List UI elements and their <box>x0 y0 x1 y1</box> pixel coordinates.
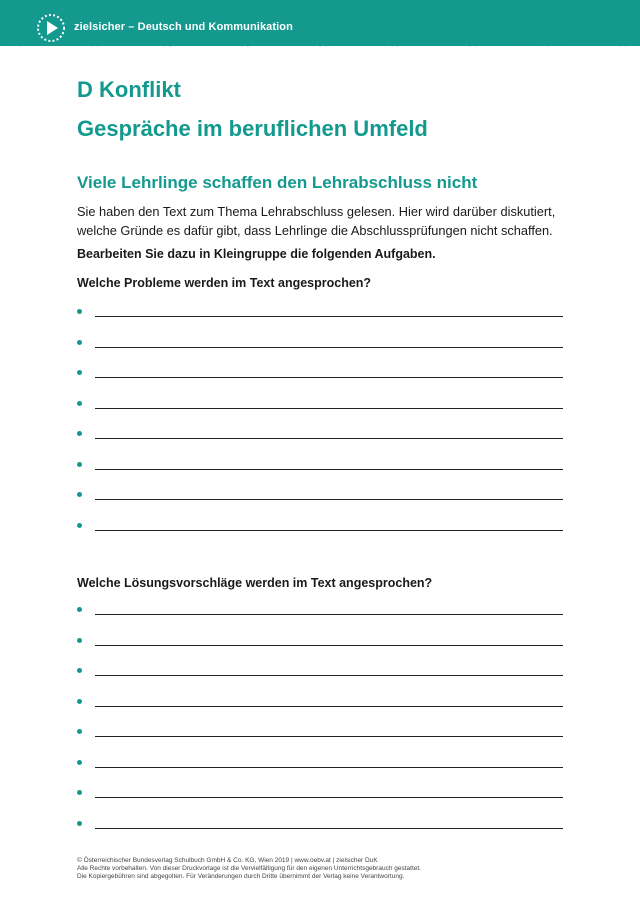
writing-line <box>95 706 563 707</box>
answer-line-solutions-3[interactable] <box>77 668 563 680</box>
answer-line-solutions-2[interactable] <box>77 638 563 650</box>
writing-line <box>95 797 563 798</box>
bullet-icon <box>77 638 82 643</box>
writing-line <box>95 675 563 676</box>
bullet-icon <box>77 668 82 673</box>
article-subheading: Viele Lehrlinge schaffen den Lehrabschluss nicht <box>77 173 478 192</box>
answer-line-solutions-7[interactable] <box>77 790 563 802</box>
bullet-icon <box>77 492 82 497</box>
answer-line-problems-6[interactable] <box>77 462 563 474</box>
bullet-icon <box>77 370 82 375</box>
answer-line-solutions-8[interactable] <box>77 821 563 833</box>
writing-line <box>95 377 563 378</box>
answer-line-problems-2[interactable] <box>77 340 563 352</box>
answer-line-problems-3[interactable] <box>77 370 563 382</box>
bullet-icon <box>77 462 82 467</box>
bullet-icon <box>77 790 82 795</box>
question-solutions: Welche Lösungsvorschläge werden im Text angesprochen? <box>77 576 433 590</box>
answer-line-solutions-5[interactable] <box>77 729 563 741</box>
footer-line: © Österreichischer Bundesverlag Schulbuch GmbH & Co. KG, Wien 2019 | www.oebv.at | zielsicher DuK <box>77 857 378 864</box>
header-dotted-edge <box>0 38 640 48</box>
question-problems: Welche Probleme werden im Text angesprochen? <box>77 276 372 290</box>
bullet-icon <box>77 607 82 612</box>
section-title: D Konflikt <box>77 77 181 102</box>
answer-line-problems-4[interactable] <box>77 401 563 413</box>
footer-line: Die Kopiergebühren sind abgegolten. Für Veränderungen durch Dritte übernimmt der Verlag keine Verantwortung. <box>77 873 405 880</box>
writing-line <box>95 408 563 409</box>
writing-line <box>95 736 563 737</box>
answer-line-problems-8[interactable] <box>77 523 563 535</box>
writing-line <box>95 530 563 531</box>
bullet-icon <box>77 401 82 406</box>
bullet-icon <box>77 699 82 704</box>
answer-line-solutions-4[interactable] <box>77 699 563 711</box>
bullet-icon <box>77 523 82 528</box>
writing-line <box>95 347 563 348</box>
play-icon <box>36 13 66 43</box>
writing-line <box>95 645 563 646</box>
writing-line <box>95 767 563 768</box>
page-title: Gespräche im beruflichen Umfeld <box>77 116 428 141</box>
brand-title: zielsicher – Deutsch und Kommunikation <box>74 21 293 33</box>
writing-line <box>95 316 563 317</box>
answer-line-problems-7[interactable] <box>77 492 563 504</box>
answer-line-solutions-6[interactable] <box>77 760 563 772</box>
answer-line-solutions-1[interactable] <box>77 607 563 619</box>
intro-paragraph: Sie haben den Text zum Thema Lehrabschluss gelesen. Hier wird darüber diskutiert, welche Gründe es dafür gibt, dass Lehrlinge die Abschlussprüfungen nicht schaffen. <box>77 204 556 238</box>
footer-line: Alle Rechte vorbehalten. Von dieser Druckvorlage ist die Vervielfältigung für den eigenen Unterrichtsgebrauch gestattet. <box>77 865 421 872</box>
task-instruction: Bearbeiten Sie dazu in Kleingruppe die folgenden Aufgaben. <box>77 247 436 261</box>
writing-line <box>95 499 563 500</box>
bullet-icon <box>77 340 82 345</box>
copyright-footer <box>77 857 421 881</box>
writing-line <box>95 614 563 615</box>
writing-line <box>95 469 563 470</box>
bullet-icon <box>77 821 82 826</box>
writing-line <box>95 438 563 439</box>
answer-line-problems-1[interactable] <box>77 309 563 321</box>
writing-line <box>95 828 563 829</box>
answer-line-problems-5[interactable] <box>77 431 563 443</box>
bullet-icon <box>77 729 82 734</box>
bullet-icon <box>77 760 82 765</box>
bullet-icon <box>77 309 82 314</box>
bullet-icon <box>77 431 82 436</box>
